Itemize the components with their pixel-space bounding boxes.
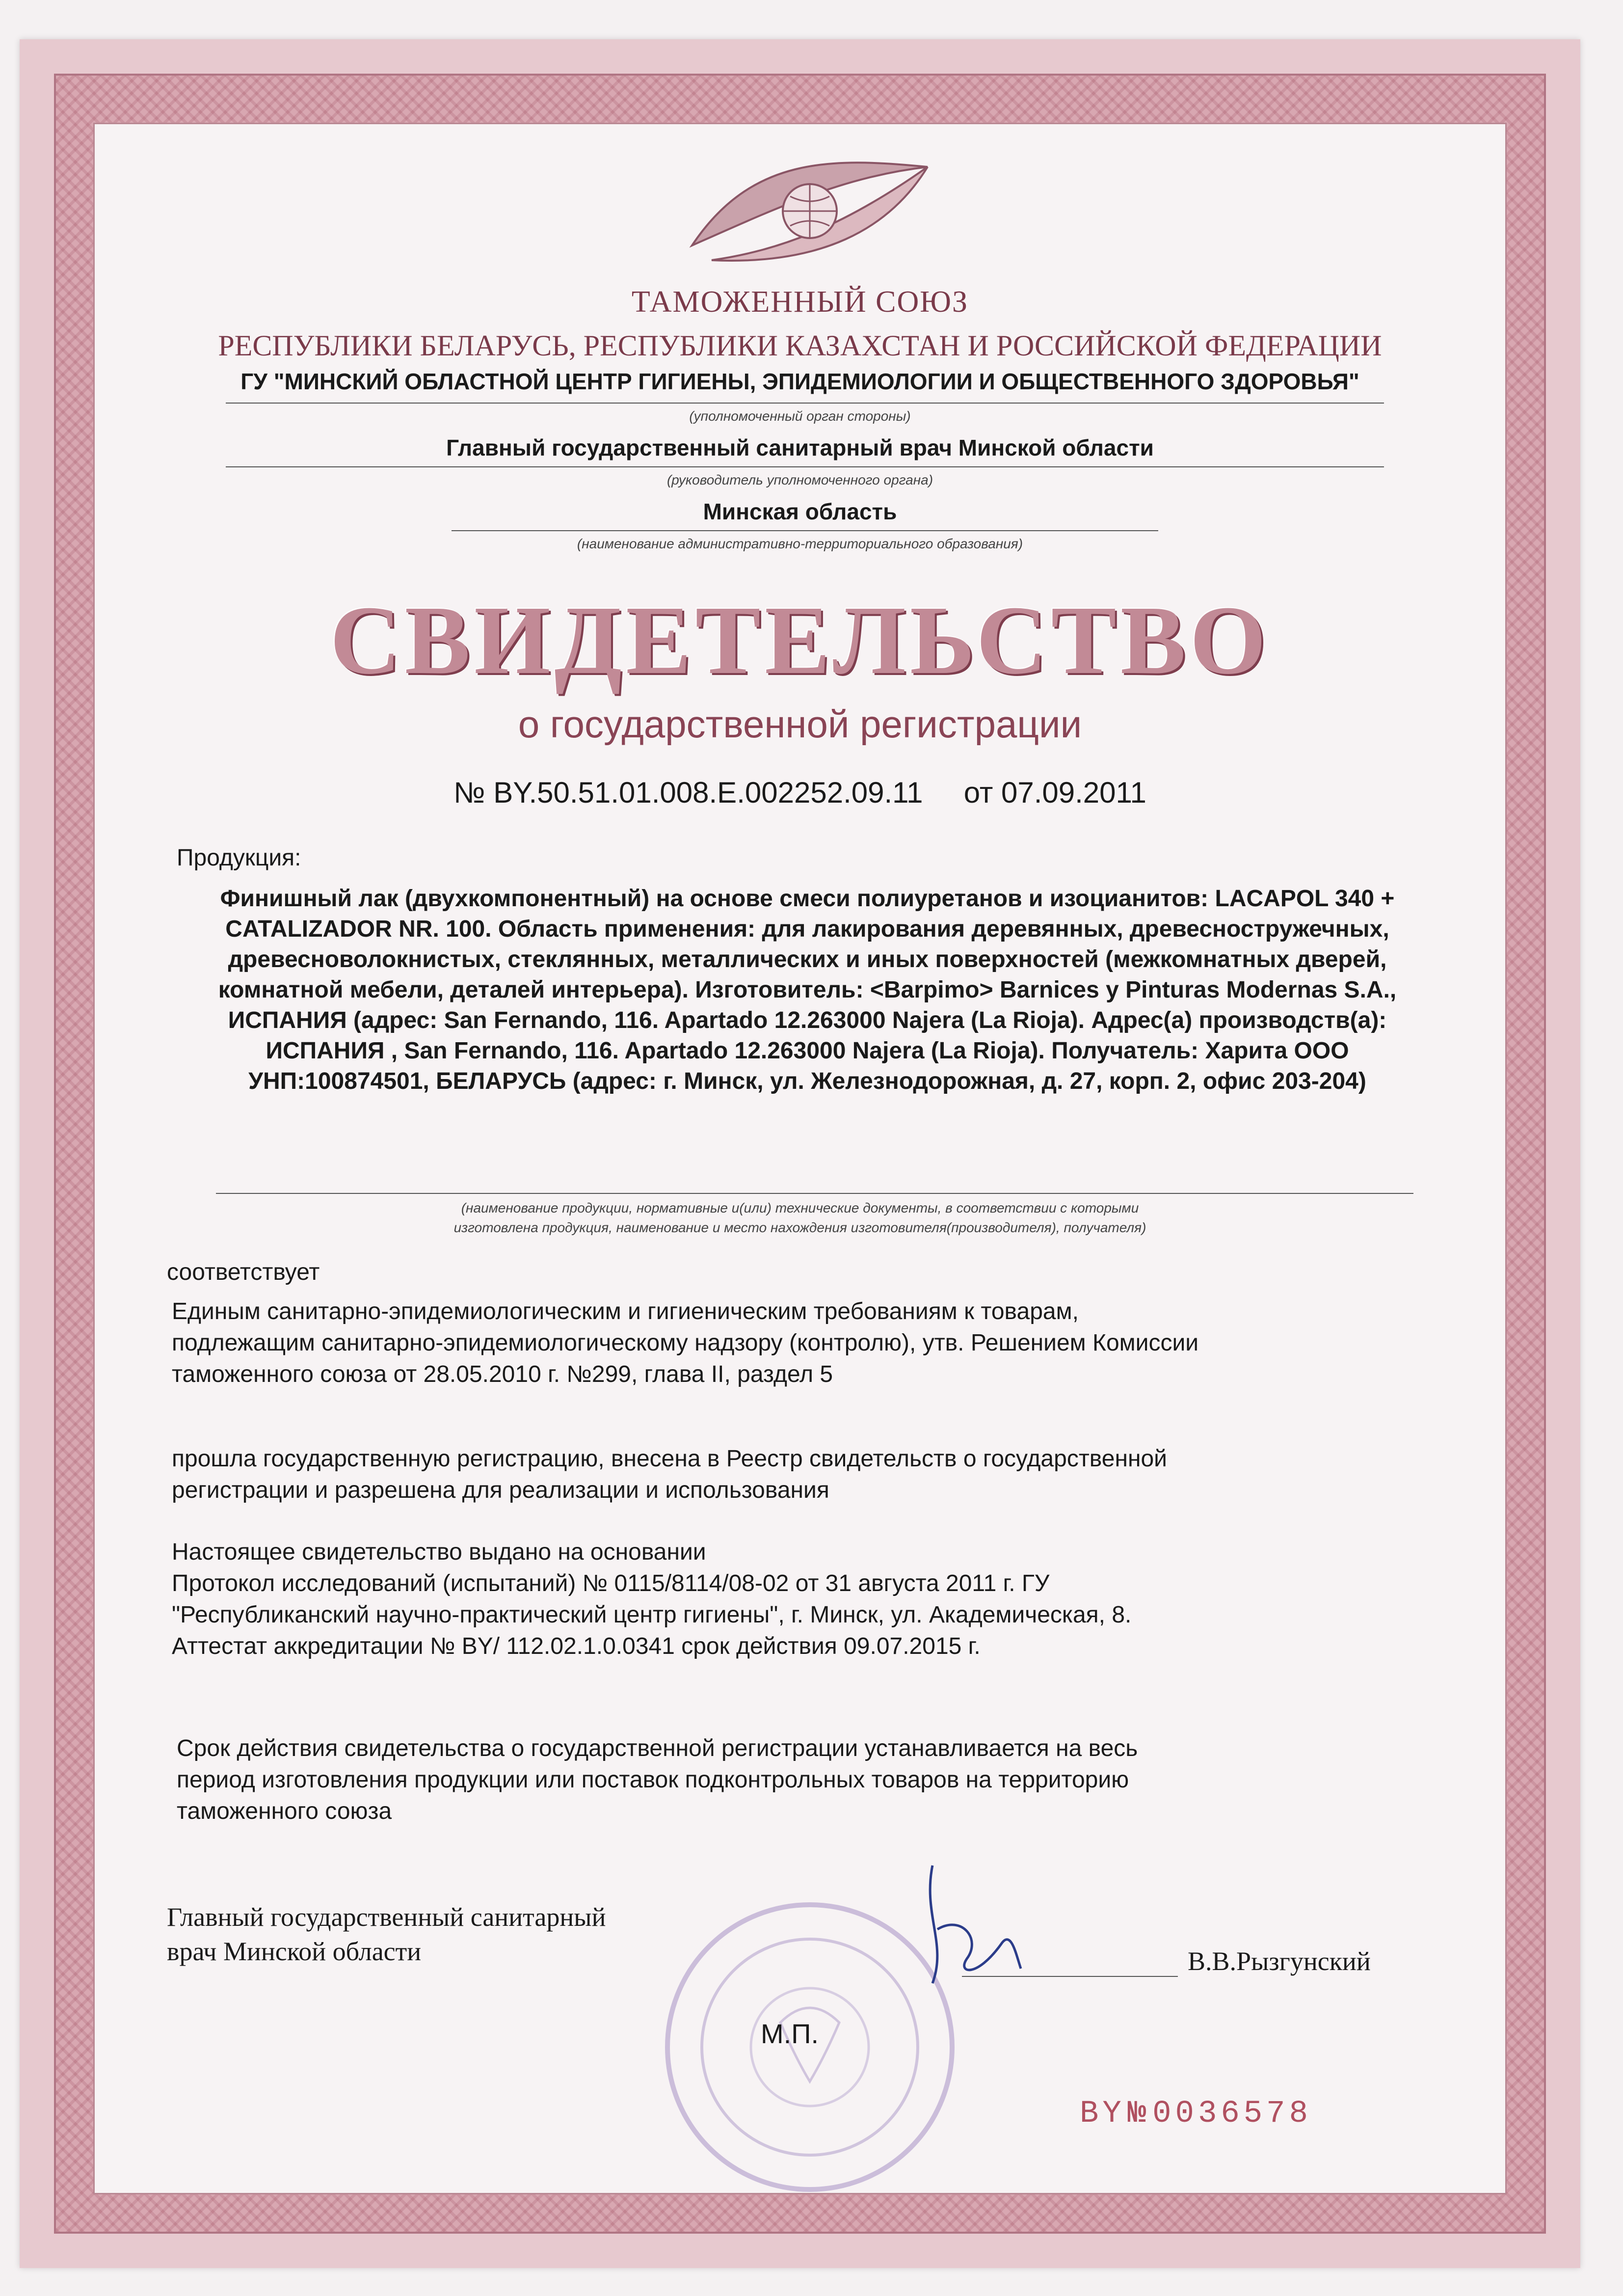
product-underline [216, 1193, 1413, 1194]
serial-prefix: BY [1080, 2096, 1125, 2132]
certificate-title: СВИДЕТЕЛЬСТВО [330, 586, 1270, 695]
union-title: ТАМОЖЕННЫЙ СОЮЗ [631, 285, 969, 319]
signature-line [962, 1976, 1178, 1977]
authority-underline [226, 403, 1384, 404]
certificate-date: от 07.09.2011 [963, 776, 1146, 809]
product-caption-1: (наименование продукции, нормативные и(или) технические документы, в соответствии с которыми [461, 1200, 1139, 1216]
validity-line-1: Срок действия свидетельства о государственной регистрации устанавливается на весь [177, 1735, 1138, 1761]
signatory-name: В.В.Рызгунский [1188, 1946, 1371, 1976]
compliance-text [172, 1296, 1497, 1390]
basis-line-3: Аттестат аккредитации № BY/ 112.02.1.0.0341 срок действия 09.07.2015 г. [172, 1633, 981, 1659]
basis-block [172, 1537, 1497, 1662]
signatory-position-line-2: врач Минской области [167, 1937, 422, 1966]
region-caption: (наименование административно-территориального образования) [577, 536, 1023, 551]
validity-line-3: таможенного союза [177, 1798, 392, 1824]
basis-line-1: Протокол исследований (испытаний) № 0115/8114/08-02 от 31 августа 2011 г. ГУ [172, 1570, 1050, 1596]
compliance-line-3: таможенного союза от 28.05.2010 г. №299, глава II, раздел 5 [172, 1361, 833, 1387]
union-members: РЕСПУБЛИКИ БЕЛАРУСЬ, РЕСПУБЛИКИ КАЗАХСТАН И РОССИЙСКОЙ ФЕДЕРАЦИИ [218, 329, 1382, 362]
handwritten-signature [903, 1856, 1031, 2003]
head-underline [226, 466, 1384, 467]
certificate-sheet [20, 39, 1580, 2268]
certificate-number-row [20, 776, 1580, 810]
certificate-number: № BY.50.51.01.008.Е.002252.09.11 [453, 776, 923, 809]
compliance-label: соответствует [167, 1259, 320, 1285]
authority-caption: (уполномоченный орган стороны) [689, 408, 911, 424]
compliance-line-2: подлежащим санитарно-эпидемиологическому надзору (контролю), утв. Решением Комиссии [172, 1330, 1199, 1356]
registration-text [172, 1443, 1497, 1506]
basis-line-2: "Республиканский научно-практический центр гигиены", г. Минск, ул. Академическая, 8. [172, 1602, 1132, 1628]
serial-number [1080, 2096, 1312, 2132]
head-caption: (руководитель уполномоченного органа) [666, 472, 933, 487]
signatory-position-line-1: Главный государственный санитарный [167, 1902, 606, 1932]
certificate-subtitle: о государственной регистрации [518, 702, 1082, 746]
product-label: Продукция: [177, 845, 301, 871]
certificate-body [93, 123, 1507, 2194]
validity-block [177, 1733, 1502, 1827]
product-caption-2: изготовлена продукция, наименование и место нахождения изготовителя(производителя), получателя) [453, 1220, 1146, 1235]
validity-line-2: период изготовления продукции или поставок подконтрольных товаров на территорию [177, 1767, 1129, 1793]
compliance-line-1: Единым санитарно-эпидемиологическим и гигиеническим требованиям к товарам, [172, 1298, 1079, 1324]
seal-label: М.П. [761, 2018, 819, 2049]
authority-name: ГУ "МИНСКИЙ ОБЛАСТНОЙ ЦЕНТР ГИГИЕНЫ, ЭПИДЕМИОЛОГИИ И ОБЩЕСТВЕННОГО ЗДОРОВЬЯ" [240, 369, 1359, 394]
serial-value: 0036578 [1152, 2096, 1312, 2132]
region-name: Минская область [703, 499, 897, 524]
region-underline [452, 530, 1158, 531]
registration-line-1: прошла государственную регистрацию, внесена в Реестр свидетельств о государственной [172, 1446, 1167, 1472]
basis-label: Настоящее свидетельство выдано на основании [172, 1539, 706, 1565]
head-title: Главный государственный санитарный врач Минской области [446, 435, 1154, 460]
customs-union-emblem-icon [682, 147, 937, 275]
serial-sign: № [1127, 2096, 1150, 2132]
registration-line-2: регистрации и разрешена для реализации и использования [172, 1477, 829, 1503]
product-description: Финишный лак (двухкомпонентный) на основе смеси полиуретанов и изоцианитов: LACAPOL 340 + CATALIZADOR NR. 100. Область применения: для лакирования деревянных, древесностружечных, древесноволокнистых, стеклянных, металлических и иных поверхностей (межкомнатных дверей, комнатной мебели, деталей интерьера). Изготовитель: <Barpimo> Barnices y Pinturas Modernas S.A., ИСПАНИЯ (адрес: San Fernando, 116. Apartado 12.263000 Najera (La Rioja). Адрес(а) производств(а): ИСПАНИЯ , San Fernando, 116. Apartado 12.263000 Najera (La Rioja). Получатель: Харита ООО УНП:100874501, БЕЛАРУСЬ (адрес: г. Минск, ул. Железнодорожная, д. 27, корп. 2, офис 203-204) [218, 886, 1397, 1094]
signatory-position [167, 1900, 606, 1969]
